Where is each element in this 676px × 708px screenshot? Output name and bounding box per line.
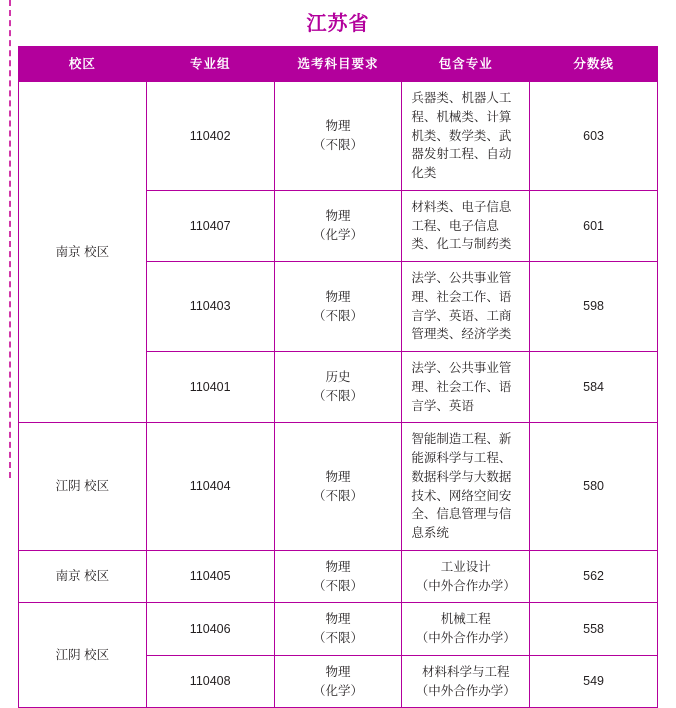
subject-main: 物理 <box>325 469 351 484</box>
subject-sub: （不限） <box>312 389 363 404</box>
subject-main: 物理 <box>325 119 351 134</box>
cell-group: 110407 <box>146 190 274 261</box>
cell-subject <box>274 655 402 708</box>
cell-score: 601 <box>530 190 658 261</box>
cell-score: 558 <box>530 603 658 656</box>
cell-group: 110406 <box>146 603 274 656</box>
cell-majors <box>402 655 530 708</box>
subject-sub: （不限） <box>312 578 363 593</box>
cell-score: 603 <box>530 82 658 191</box>
majors-sub: （中外合作办学） <box>415 683 516 698</box>
table-row <box>19 550 658 603</box>
table-row <box>19 423 658 551</box>
cell-subject <box>274 603 402 656</box>
majors-main: 机械工程 <box>440 612 491 627</box>
subject-main: 物理 <box>325 612 351 627</box>
subject-sub: （不限） <box>312 308 363 323</box>
column-header-campus: 校区 <box>19 47 147 82</box>
cell-subject <box>274 82 402 191</box>
table-row <box>19 603 658 656</box>
majors-main: 工业设计 <box>440 559 491 574</box>
subject-sub: （化学） <box>312 227 363 242</box>
cell-subject <box>274 262 402 352</box>
subject-main: 物理 <box>325 559 351 574</box>
cell-score: 562 <box>530 550 658 603</box>
cell-score: 584 <box>530 352 658 423</box>
column-header-group: 专业组 <box>146 47 274 82</box>
cell-group: 110405 <box>146 550 274 603</box>
cell-campus: 江阴 校区 <box>19 603 147 708</box>
cell-majors: 智能制造工程、新能源科学与工程、数据科学与大数据技术、网络空间安全、信息管理与信息系统 <box>402 423 530 551</box>
cell-group: 110401 <box>146 352 274 423</box>
cell-subject <box>274 550 402 603</box>
cell-majors <box>402 550 530 603</box>
table-header-row <box>19 47 658 82</box>
table-row <box>19 82 658 191</box>
subject-sub: （化学） <box>312 683 363 698</box>
subject-sub: （不限） <box>312 631 363 645</box>
cell-group: 110403 <box>146 262 274 352</box>
majors-main: 材料科学与工程 <box>422 664 510 679</box>
majors-sub: （中外合作办学） <box>415 631 516 645</box>
cell-group: 110408 <box>146 655 274 708</box>
cell-majors <box>402 603 530 656</box>
column-header-majors: 包含专业 <box>402 47 530 82</box>
cell-group: 110404 <box>146 423 274 551</box>
cell-score: 549 <box>530 655 658 708</box>
cell-score: 598 <box>530 262 658 352</box>
cell-campus: 南京 校区 <box>19 82 147 423</box>
cell-subject <box>274 352 402 423</box>
cell-score: 580 <box>530 423 658 551</box>
cell-campus: 南京 校区 <box>19 550 147 603</box>
cell-majors: 材料类、电子信息工程、电子信息类、化工与制药类 <box>402 190 530 261</box>
cell-majors: 兵器类、机器人工程、机械类、计算机类、数学类、武器发射工程、自动化类 <box>402 82 530 191</box>
cell-majors: 法学、公共事业管理、社会工作、语言学、英语、工商管理类、经济学类 <box>402 262 530 352</box>
cell-majors: 法学、公共事业管理、社会工作、语言学、英语 <box>402 352 530 423</box>
subject-main: 物理 <box>325 209 351 224</box>
subject-sub: （不限） <box>312 488 363 503</box>
subject-sub: （不限） <box>312 137 363 152</box>
subject-main: 历史 <box>325 370 351 385</box>
score-table <box>18 46 658 708</box>
page-title: 江苏省 <box>306 13 370 35</box>
cell-campus: 江阴 校区 <box>19 423 147 551</box>
column-header-subject: 选考科目要求 <box>274 47 402 82</box>
cell-group: 110402 <box>146 82 274 191</box>
cell-subject <box>274 190 402 261</box>
left-dashed-rule <box>9 0 11 478</box>
majors-sub: （中外合作办学） <box>415 578 516 593</box>
column-header-score: 分数线 <box>530 47 658 82</box>
subject-main: 物理 <box>325 289 351 304</box>
table-body <box>19 82 658 708</box>
subject-main: 物理 <box>325 664 351 679</box>
cell-subject <box>274 423 402 551</box>
table-header <box>19 47 658 82</box>
